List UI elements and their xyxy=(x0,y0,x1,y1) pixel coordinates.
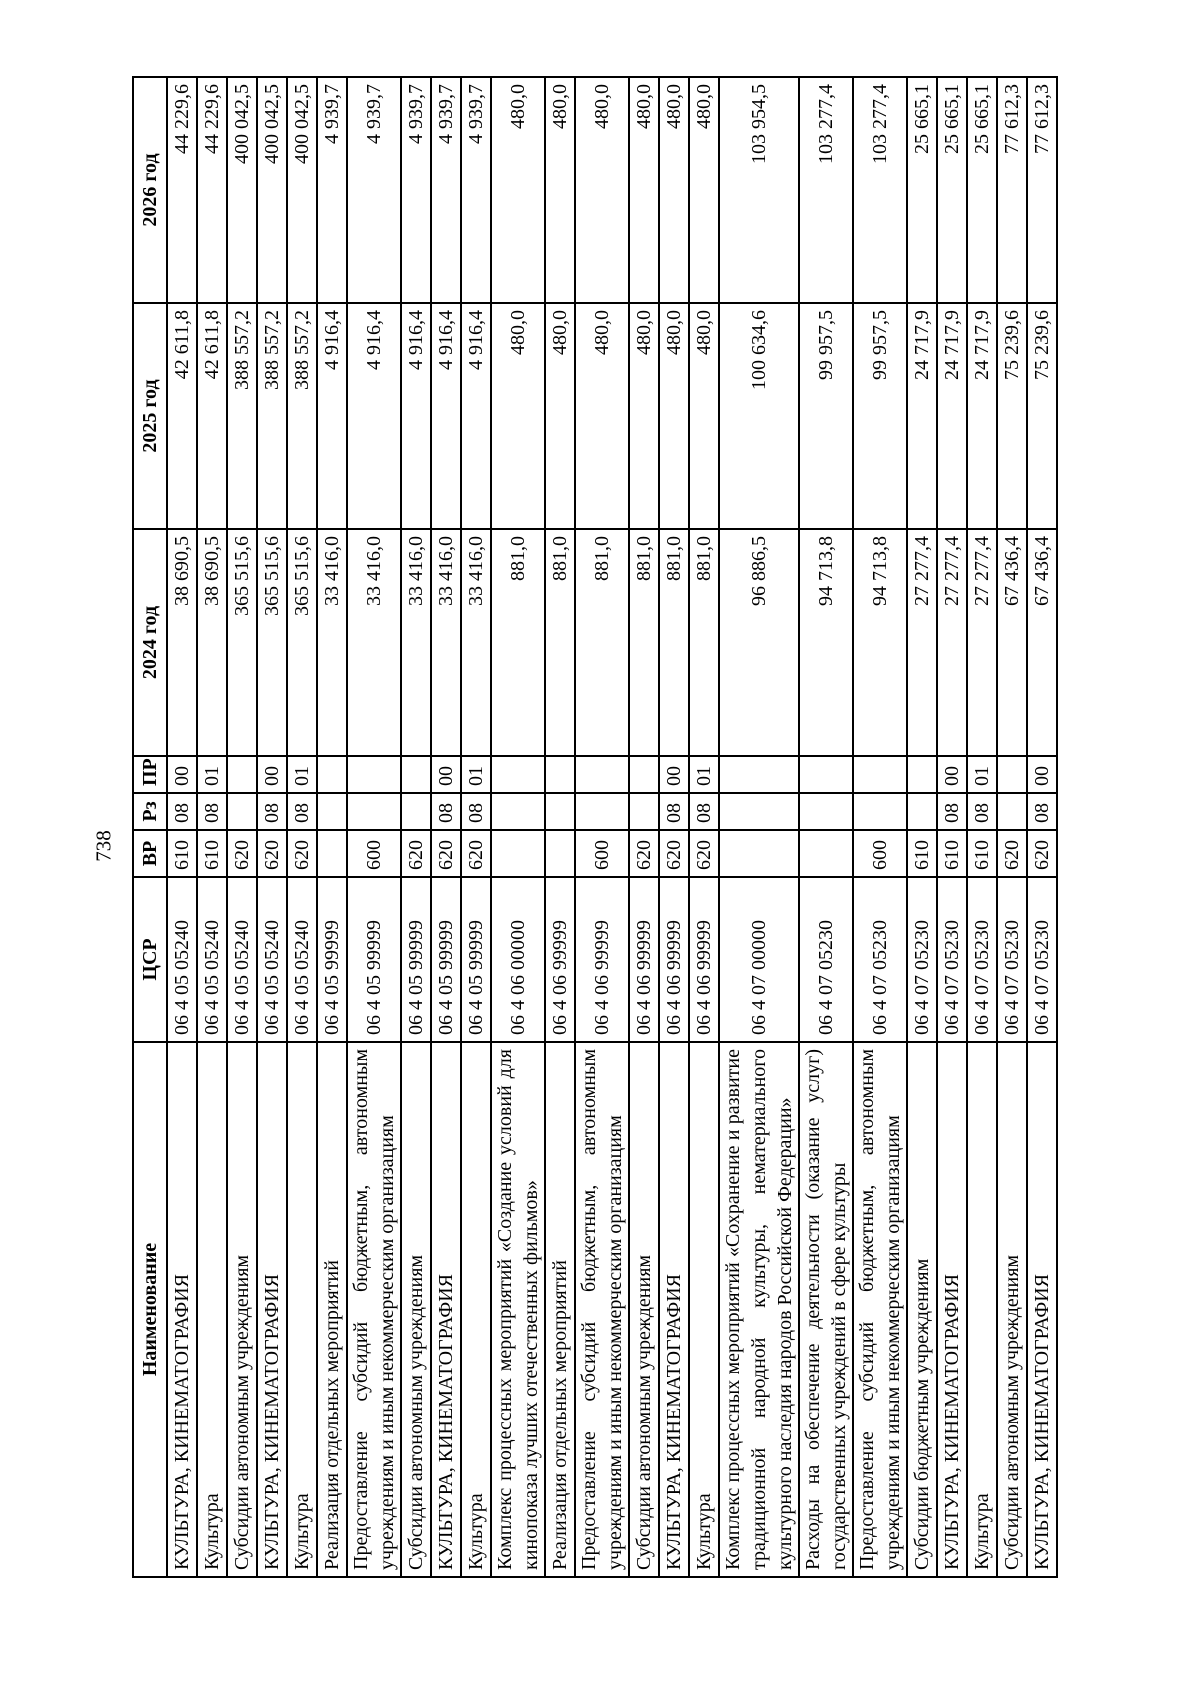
cell-2025: 480,0 xyxy=(575,303,629,529)
header-vr: ВР xyxy=(133,830,167,877)
cell-csr: 06 4 06 99999 xyxy=(689,877,719,1042)
cell-rz: 08 xyxy=(1027,793,1057,830)
cell-csr: 06 4 07 05230 xyxy=(997,877,1027,1042)
cell-vr xyxy=(491,830,545,877)
header-pr: ПР xyxy=(133,756,167,793)
cell-csr: 06 4 05 99999 xyxy=(461,877,491,1042)
cell-name: КУЛЬТУРА, КИНЕМАТОГРАФИЯ xyxy=(257,1042,287,1577)
cell-rz xyxy=(997,793,1027,830)
cell-csr: 06 4 07 05230 xyxy=(799,877,853,1042)
cell-csr: 06 4 05 05240 xyxy=(287,877,317,1042)
cell-pr xyxy=(575,756,629,793)
table-row xyxy=(1027,77,1057,1577)
cell-rz: 08 xyxy=(257,793,287,830)
cell-2026: 4 939,7 xyxy=(431,77,461,303)
cell-2025: 4 916,4 xyxy=(317,303,347,529)
cell-rz: 08 xyxy=(689,793,719,830)
cell-name: Реализация отдельных мероприятий xyxy=(545,1042,575,1577)
cell-rz xyxy=(853,793,907,830)
cell-2024: 67 436,4 xyxy=(997,529,1027,756)
cell-name: Реализация отдельных мероприятий xyxy=(317,1042,347,1577)
cell-pr: 00 xyxy=(659,756,689,793)
cell-csr: 06 4 06 99999 xyxy=(545,877,575,1042)
cell-rz xyxy=(629,793,659,830)
table-row xyxy=(719,77,799,1577)
cell-2024: 33 416,0 xyxy=(401,529,431,756)
cell-2024: 881,0 xyxy=(491,529,545,756)
header-name: Наименование xyxy=(133,1042,167,1577)
cell-2026: 480,0 xyxy=(575,77,629,303)
table-row xyxy=(853,77,907,1577)
cell-pr: 00 xyxy=(937,756,967,793)
cell-2024: 365 515,6 xyxy=(287,529,317,756)
cell-2024: 94 713,8 xyxy=(853,529,907,756)
cell-rz: 08 xyxy=(967,793,997,830)
cell-pr xyxy=(997,756,1027,793)
cell-rz: 08 xyxy=(431,793,461,830)
cell-vr: 600 xyxy=(347,830,401,877)
table-row xyxy=(491,77,545,1577)
cell-2026: 77 612,3 xyxy=(997,77,1027,303)
cell-csr: 06 4 05 05240 xyxy=(257,877,287,1042)
cell-2024: 67 436,4 xyxy=(1027,529,1057,756)
cell-pr xyxy=(853,756,907,793)
cell-pr xyxy=(907,756,937,793)
cell-csr: 06 4 05 05240 xyxy=(197,877,227,1042)
cell-csr: 06 4 07 05230 xyxy=(1027,877,1057,1042)
cell-2024: 881,0 xyxy=(689,529,719,756)
cell-name: Комплекс процессных мероприятий «Сохранение и развитие традиционной народной культуры, нематериального культурного наследия народов Российской Федерации» xyxy=(719,1042,799,1577)
cell-2025: 480,0 xyxy=(689,303,719,529)
cell-pr xyxy=(491,756,545,793)
cell-name: Субсидии автономным учреждениям xyxy=(997,1042,1027,1577)
cell-pr xyxy=(227,756,257,793)
cell-2025: 4 916,4 xyxy=(431,303,461,529)
cell-2026: 103 277,4 xyxy=(799,77,853,303)
cell-2026: 4 939,7 xyxy=(401,77,431,303)
cell-vr: 620 xyxy=(257,830,287,877)
table-row xyxy=(937,77,967,1577)
cell-2025: 42 611,8 xyxy=(197,303,227,529)
cell-2025: 4 916,4 xyxy=(401,303,431,529)
cell-2025: 24 717,9 xyxy=(937,303,967,529)
cell-2026: 25 665,1 xyxy=(907,77,937,303)
cell-name: КУЛЬТУРА, КИНЕМАТОГРАФИЯ xyxy=(167,1042,197,1577)
cell-vr: 610 xyxy=(907,830,937,877)
cell-vr: 620 xyxy=(629,830,659,877)
table-row xyxy=(799,77,853,1577)
cell-2026: 480,0 xyxy=(659,77,689,303)
table-row xyxy=(997,77,1027,1577)
cell-vr xyxy=(799,830,853,877)
cell-2025: 388 557,2 xyxy=(287,303,317,529)
cell-rz: 08 xyxy=(167,793,197,830)
cell-2026: 400 042,5 xyxy=(287,77,317,303)
cell-csr: 06 4 05 05240 xyxy=(227,877,257,1042)
table-row xyxy=(197,77,227,1577)
cell-vr: 620 xyxy=(659,830,689,877)
cell-2026: 480,0 xyxy=(491,77,545,303)
header-2025: 2025 год xyxy=(133,303,167,529)
cell-rz: 08 xyxy=(659,793,689,830)
cell-2025: 480,0 xyxy=(659,303,689,529)
cell-2024: 96 886,5 xyxy=(719,529,799,756)
table-row xyxy=(907,77,937,1577)
cell-2025: 99 957,5 xyxy=(799,303,853,529)
cell-rz xyxy=(575,793,629,830)
cell-vr: 620 xyxy=(431,830,461,877)
cell-csr: 06 4 05 99999 xyxy=(317,877,347,1042)
cell-2026: 480,0 xyxy=(629,77,659,303)
cell-2024: 33 416,0 xyxy=(347,529,401,756)
cell-2025: 24 717,9 xyxy=(907,303,937,529)
cell-pr xyxy=(317,756,347,793)
cell-pr xyxy=(799,756,853,793)
cell-name: Предоставление субсидий бюджетным, автономным учреждениям и иным некоммерческим организациям xyxy=(853,1042,907,1577)
cell-pr: 01 xyxy=(197,756,227,793)
cell-csr: 06 4 05 99999 xyxy=(347,877,401,1042)
cell-rz xyxy=(227,793,257,830)
cell-rz: 08 xyxy=(287,793,317,830)
cell-pr: 00 xyxy=(257,756,287,793)
cell-rz xyxy=(719,793,799,830)
table-row xyxy=(287,77,317,1577)
cell-2026: 480,0 xyxy=(545,77,575,303)
cell-rz xyxy=(545,793,575,830)
table-row xyxy=(967,77,997,1577)
cell-vr xyxy=(719,830,799,877)
cell-2026: 77 612,3 xyxy=(1027,77,1057,303)
cell-vr: 600 xyxy=(853,830,907,877)
cell-2026: 25 665,1 xyxy=(967,77,997,303)
cell-rz xyxy=(347,793,401,830)
cell-2026: 25 665,1 xyxy=(937,77,967,303)
cell-name: Расходы на обеспечение деятельности (оказание услуг) государственных учреждений в сфере культуры xyxy=(799,1042,853,1577)
cell-name: КУЛЬТУРА, КИНЕМАТОГРАФИЯ xyxy=(1027,1042,1057,1577)
cell-name: Субсидии автономным учреждениям xyxy=(401,1042,431,1577)
cell-name: Субсидии бюджетным учреждениям xyxy=(907,1042,937,1577)
cell-pr: 00 xyxy=(431,756,461,793)
cell-vr xyxy=(545,830,575,877)
cell-name: Предоставление субсидий бюджетным, автономным учреждениям и иным некоммерческим организациям xyxy=(347,1042,401,1577)
cell-2025: 42 611,8 xyxy=(167,303,197,529)
cell-vr: 620 xyxy=(1027,830,1057,877)
table-header-row xyxy=(133,77,167,1577)
cell-csr: 06 4 06 99999 xyxy=(659,877,689,1042)
cell-2025: 480,0 xyxy=(629,303,659,529)
header-2026: 2026 год xyxy=(133,77,167,303)
table-row xyxy=(401,77,431,1577)
cell-2026: 4 939,7 xyxy=(347,77,401,303)
header-rz: Рз xyxy=(133,793,167,830)
table-row xyxy=(659,77,689,1577)
table-body xyxy=(167,77,1057,1577)
cell-2024: 33 416,0 xyxy=(461,529,491,756)
cell-name: КУЛЬТУРА, КИНЕМАТОГРАФИЯ xyxy=(659,1042,689,1577)
page-number: 738 xyxy=(91,830,116,862)
cell-2025: 75 239,6 xyxy=(1027,303,1057,529)
cell-rz: 08 xyxy=(461,793,491,830)
cell-name: Культура xyxy=(967,1042,997,1577)
cell-2025: 4 916,4 xyxy=(347,303,401,529)
cell-2026: 103 954,5 xyxy=(719,77,799,303)
cell-pr xyxy=(401,756,431,793)
cell-2026: 103 277,4 xyxy=(853,77,907,303)
cell-vr: 610 xyxy=(967,830,997,877)
cell-2024: 33 416,0 xyxy=(431,529,461,756)
cell-2024: 881,0 xyxy=(629,529,659,756)
budget-table xyxy=(132,76,1058,1578)
cell-vr: 620 xyxy=(461,830,491,877)
table-row xyxy=(431,77,461,1577)
cell-2025: 480,0 xyxy=(545,303,575,529)
rotated-table-container xyxy=(132,78,1072,1578)
cell-csr: 06 4 06 00000 xyxy=(491,877,545,1042)
cell-2024: 27 277,4 xyxy=(907,529,937,756)
cell-vr: 610 xyxy=(937,830,967,877)
cell-pr: 01 xyxy=(689,756,719,793)
cell-name: Культура xyxy=(287,1042,317,1577)
cell-vr: 620 xyxy=(997,830,1027,877)
cell-2025: 388 557,2 xyxy=(257,303,287,529)
cell-csr: 06 4 05 99999 xyxy=(401,877,431,1042)
cell-pr: 01 xyxy=(287,756,317,793)
cell-2025: 75 239,6 xyxy=(997,303,1027,529)
cell-name: Комплекс процессных мероприятий «Создание условий для кинопоказа лучших отечественных фильмов» xyxy=(491,1042,545,1577)
table-row xyxy=(257,77,287,1577)
cell-rz xyxy=(491,793,545,830)
cell-name: Культура xyxy=(689,1042,719,1577)
header-csr: ЦСР xyxy=(133,877,167,1042)
cell-2025: 388 557,2 xyxy=(227,303,257,529)
cell-rz xyxy=(401,793,431,830)
table-row xyxy=(461,77,491,1577)
cell-2025: 4 916,4 xyxy=(461,303,491,529)
cell-pr xyxy=(545,756,575,793)
cell-name: КУЛЬТУРА, КИНЕМАТОГРАФИЯ xyxy=(431,1042,461,1577)
cell-2025: 480,0 xyxy=(491,303,545,529)
cell-2024: 365 515,6 xyxy=(227,529,257,756)
cell-vr xyxy=(317,830,347,877)
cell-pr: 01 xyxy=(967,756,997,793)
cell-pr: 01 xyxy=(461,756,491,793)
cell-2024: 94 713,8 xyxy=(799,529,853,756)
cell-vr: 620 xyxy=(287,830,317,877)
table-row xyxy=(629,77,659,1577)
cell-2026: 4 939,7 xyxy=(461,77,491,303)
cell-2026: 44 229,6 xyxy=(167,77,197,303)
cell-vr: 600 xyxy=(575,830,629,877)
cell-2025: 100 634,6 xyxy=(719,303,799,529)
cell-2026: 4 939,7 xyxy=(317,77,347,303)
cell-name: Предоставление субсидий бюджетным, автономным учреждениям и иным некоммерческим организациям xyxy=(575,1042,629,1577)
cell-2024: 881,0 xyxy=(575,529,629,756)
table-row xyxy=(347,77,401,1577)
cell-2025: 24 717,9 xyxy=(967,303,997,529)
table-row xyxy=(689,77,719,1577)
cell-csr: 06 4 06 99999 xyxy=(575,877,629,1042)
cell-2024: 38 690,5 xyxy=(197,529,227,756)
cell-pr xyxy=(719,756,799,793)
cell-pr xyxy=(347,756,401,793)
cell-2024: 27 277,4 xyxy=(937,529,967,756)
cell-2024: 33 416,0 xyxy=(317,529,347,756)
cell-2026: 44 229,6 xyxy=(197,77,227,303)
cell-csr: 06 4 07 05230 xyxy=(907,877,937,1042)
table-row xyxy=(317,77,347,1577)
cell-rz: 08 xyxy=(197,793,227,830)
cell-rz xyxy=(317,793,347,830)
cell-csr: 06 4 07 05230 xyxy=(967,877,997,1042)
cell-2024: 38 690,5 xyxy=(167,529,197,756)
cell-pr xyxy=(629,756,659,793)
table-row xyxy=(167,77,197,1577)
cell-csr: 06 4 05 99999 xyxy=(431,877,461,1042)
cell-name: Культура xyxy=(461,1042,491,1577)
cell-2025: 99 957,5 xyxy=(853,303,907,529)
cell-rz xyxy=(799,793,853,830)
cell-csr: 06 4 07 05230 xyxy=(937,877,967,1042)
cell-2024: 881,0 xyxy=(659,529,689,756)
cell-vr: 610 xyxy=(197,830,227,877)
cell-csr: 06 4 06 99999 xyxy=(629,877,659,1042)
cell-csr: 06 4 07 00000 xyxy=(719,877,799,1042)
cell-csr: 06 4 05 05240 xyxy=(167,877,197,1042)
table-row xyxy=(227,77,257,1577)
cell-2024: 27 277,4 xyxy=(967,529,997,756)
cell-name: КУЛЬТУРА, КИНЕМАТОГРАФИЯ xyxy=(937,1042,967,1577)
cell-pr: 00 xyxy=(1027,756,1057,793)
cell-vr: 610 xyxy=(167,830,197,877)
cell-2026: 480,0 xyxy=(689,77,719,303)
cell-name: Субсидии автономным учреждениям xyxy=(629,1042,659,1577)
cell-2026: 400 042,5 xyxy=(257,77,287,303)
cell-rz xyxy=(907,793,937,830)
cell-name: Субсидии автономным учреждениям xyxy=(227,1042,257,1577)
cell-2024: 365 515,6 xyxy=(257,529,287,756)
table-row xyxy=(545,77,575,1577)
cell-vr: 620 xyxy=(689,830,719,877)
cell-vr: 620 xyxy=(227,830,257,877)
cell-2024: 881,0 xyxy=(545,529,575,756)
cell-csr: 06 4 07 05230 xyxy=(853,877,907,1042)
cell-rz: 08 xyxy=(937,793,967,830)
cell-2026: 400 042,5 xyxy=(227,77,257,303)
cell-vr: 620 xyxy=(401,830,431,877)
cell-name: Культура xyxy=(197,1042,227,1577)
cell-pr: 00 xyxy=(167,756,197,793)
table-row xyxy=(575,77,629,1577)
header-2024: 2024 год xyxy=(133,529,167,756)
